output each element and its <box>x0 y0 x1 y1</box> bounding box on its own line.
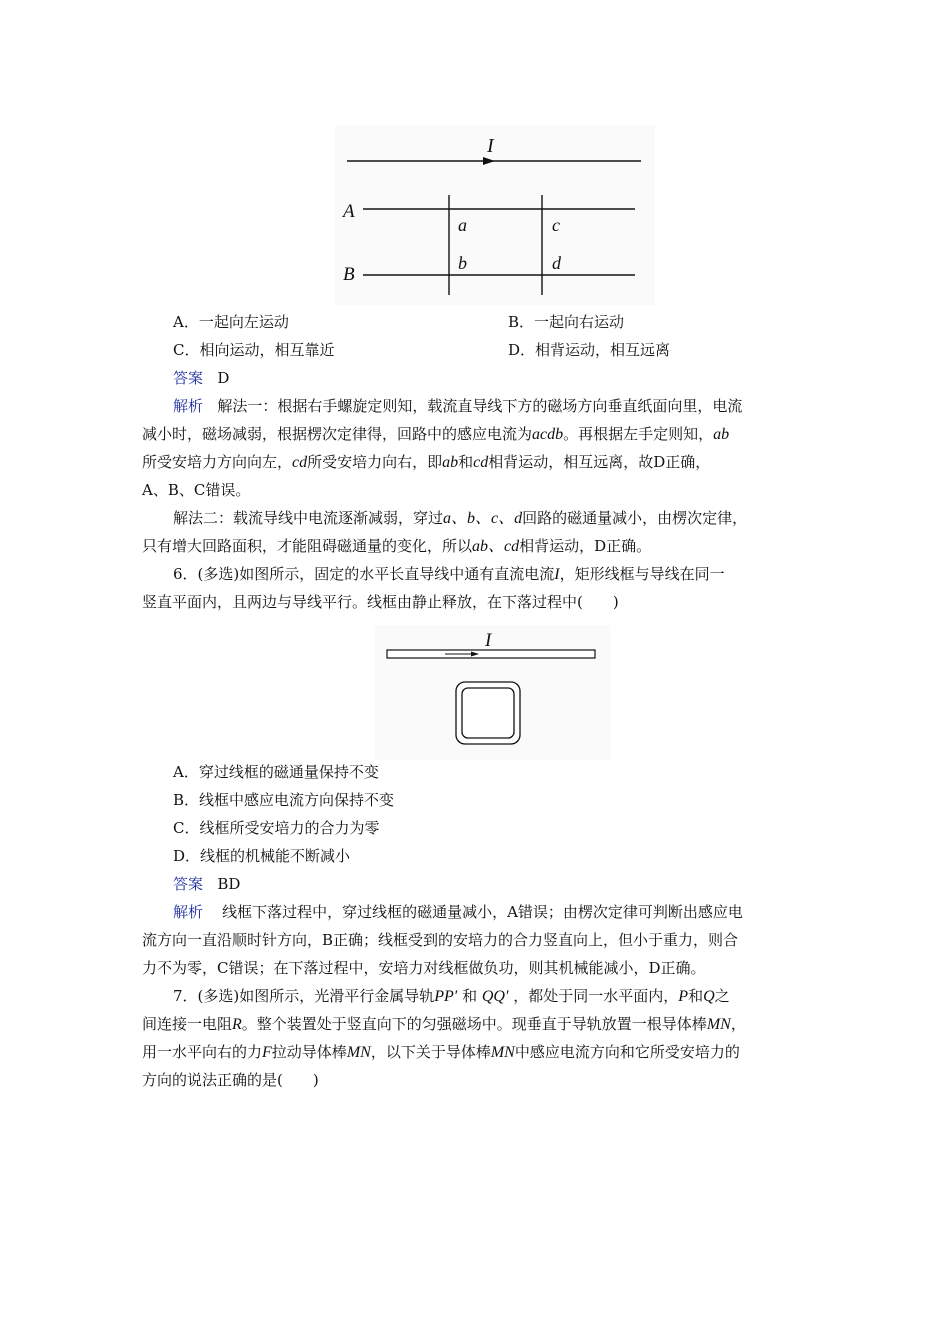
rail-label-A: A <box>343 201 355 222</box>
figure-rails-rods <box>335 125 655 305</box>
analysis-label: 解析 <box>173 903 204 921</box>
q5-analysis-line-2: 减小时，磁场减弱，根据楞次定律得，回路中的感应电流为acdb。再根据左手定则知，ab <box>142 425 730 443</box>
q7-stem-line-2: 间连接一电阻R。整个装置处于竖直向下的匀强磁场中。现垂直于导轨放置一根导体棒MN， <box>142 1015 746 1033</box>
q5-method2-line-1: 解法二：载流导线中电流逐渐减弱，穿过a、b、c、d回路的磁通量减小，由楞次定律， <box>173 509 748 527</box>
q5-method2-line-2: 只有增大回路面积，才能阻碍磁通量的变化，所以ab、cd相背运动，D正确。 <box>142 537 652 555</box>
q5-analysis-line-4: A、B、C错误。 <box>142 481 251 499</box>
q7-stem-line-1: 7．(多选)如图所示，光滑平行金属导轨PP′ 和 QQ′ ，都处于同一水平面内，P和Q之 <box>173 987 730 1005</box>
q5-analysis-line-1: 解析 解法一：根据右手螺旋定则知，载流直导线下方的磁场方向垂直纸面向里，电流 <box>173 397 743 415</box>
q6-analysis-line-2: 流方向一直沿顺时针方向，B正确；线框受到的安培力的合力竖直向上，但小于重力，则合 <box>142 931 739 949</box>
q6-option-b: B．线框中感应电流方向保持不变 <box>173 791 395 809</box>
answer-label: 答案 <box>173 369 204 387</box>
q5-option-d: D．相背运动，相互远离 <box>508 341 671 359</box>
current-label: I <box>487 135 494 157</box>
q6-option-c: C．线框所受安培力的合力为零 <box>173 819 380 837</box>
q6-stem-line-2: 竖直平面内，且两边与导线平行。线框由静止释放，在下落过程中( ) <box>142 593 619 611</box>
analysis-label: 解析 <box>173 397 204 415</box>
q6-option-d: D．线框的机械能不断减小 <box>173 847 351 865</box>
q7-stem-line-4: 方向的说法正确的是( ) <box>142 1071 319 1089</box>
q6-analysis-line-1: 解析 线框下落过程中，穿过线框的磁通量减小，A错误；由楞次定律可判断出感应电 <box>173 903 743 921</box>
q6-analysis-line-3: 力不为零，C错误；在下落过程中，安培力对线框做负功，则其机械能减小，D正确。 <box>142 959 706 977</box>
q5-answer-line <box>173 368 229 388</box>
q7-stem-line-3: 用一水平向右的力F拉动导体棒MN，以下关于导体棒MN中感应电流方向和它所受安培力的 <box>142 1043 740 1061</box>
q5-answer: D <box>217 369 230 387</box>
point-label-d: d <box>552 253 561 273</box>
point-label-c: c <box>552 215 560 235</box>
rail-label-B: B <box>343 264 355 285</box>
point-label-b: b <box>458 253 467 273</box>
q5-analysis-line-3: 所受安培力方向向左，cd所受安培力向右，即ab和cd相背运动，相互远离，故D正确， <box>142 453 711 471</box>
point-label-a: a <box>458 215 467 235</box>
q6-option-a: A．穿过线框的磁通量保持不变 <box>173 763 379 781</box>
q5-option-c: C．相向运动，相互靠近 <box>173 341 335 359</box>
current-label: I <box>485 630 492 651</box>
answer-label: 答案 <box>173 875 204 893</box>
q5-option-a: A．一起向左运动 <box>173 313 289 331</box>
q5-option-b: B．一起向右运动 <box>508 313 625 331</box>
figure-wire-loop <box>375 625 610 760</box>
q6-answer-line <box>173 874 240 894</box>
q6-stem-line-1: 6．(多选)如图所示，固定的水平长直导线中通有直流电流I，矩形线框与导线在同一 <box>173 565 725 583</box>
q6-answer: BD <box>217 875 241 893</box>
